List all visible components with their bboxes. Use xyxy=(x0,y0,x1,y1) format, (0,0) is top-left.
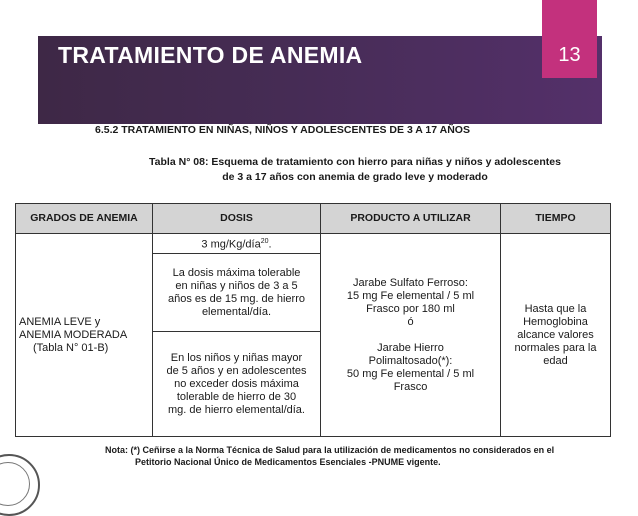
dosis-line: de 5 años y en adolescentes xyxy=(166,364,307,377)
dosis-line: La dosis máxima tolerable xyxy=(172,266,301,279)
note-line-1: Nota: (*) Ceñirse a la Norma Técnica de Salud para la utilización de medicamentos no considerados en el xyxy=(105,445,555,455)
slide-title: TRATAMIENTO DE ANEMIA xyxy=(58,42,363,68)
grado-line: (Tabla N° 01-B) xyxy=(33,341,109,354)
table-caption xyxy=(100,155,610,185)
dosis-line: elemental/día. xyxy=(201,305,272,318)
tiempo-line: normales para la xyxy=(514,341,597,354)
tiempo-line: Hemoglobina xyxy=(523,315,588,328)
dosis-line: no exceder dosis máxima xyxy=(174,377,299,390)
dosis-line: mg. de hierro elemental/día. xyxy=(168,403,305,416)
dosis-reference: 20 xyxy=(260,238,269,246)
header-grados: GRADOS DE ANEMIA xyxy=(16,204,153,234)
cell-tiempo xyxy=(501,234,611,437)
grado-line: ANEMIA MODERADA xyxy=(19,328,128,341)
seal-stamp xyxy=(0,454,40,516)
dosis-line: tolerable de hierro de 30 xyxy=(176,390,297,403)
scanned-document xyxy=(0,124,638,479)
tiempo-line: alcance valores xyxy=(517,328,594,341)
cell-dosis-block1 xyxy=(153,254,321,332)
cell-dosis-block2 xyxy=(153,332,321,437)
title-banner xyxy=(38,36,602,124)
producto-line: 15 mg Fe elemental / 5 ml xyxy=(346,289,475,302)
dosis-base-value: 3 mg/Kg/día xyxy=(201,238,261,251)
producto-line: ó xyxy=(407,315,414,328)
producto-line: Frasco por 180 ml xyxy=(366,302,455,315)
note-line-2: Petitorio Nacional Único de Medicamentos Esenciales -PNUME vigente. xyxy=(135,457,441,467)
header-tiempo: TIEMPO xyxy=(501,204,611,234)
caption-line-2: de 3 a 17 años con anemia de grado leve y moderado xyxy=(222,171,488,183)
cell-producto xyxy=(321,234,501,437)
tiempo-line: Hasta que la xyxy=(524,302,587,315)
dosis-line: años es de 15 mg. de hierro xyxy=(168,292,305,305)
footnote xyxy=(105,444,615,468)
cell-grado xyxy=(16,234,153,437)
slide-number-badge xyxy=(542,0,597,78)
header-producto: PRODUCTO A UTILIZAR xyxy=(321,204,501,234)
producto-line: Jarabe Sulfato Ferroso: xyxy=(353,276,468,289)
treatment-table xyxy=(15,203,611,437)
producto-line: Frasco xyxy=(393,380,428,393)
section-heading: 6.5.2 TRATAMIENTO EN NIÑAS, NIÑOS Y ADOLESCENTES DE 3 A 17 AÑOS xyxy=(95,124,470,136)
producto-line: Jarabe Hierro xyxy=(377,341,444,354)
slide-number: 13 xyxy=(558,44,581,66)
tiempo-line: edad xyxy=(543,354,568,367)
cell-dosis-base: 3 mg/Kg/día$^{20}$. xyxy=(153,234,321,254)
dosis-line: En los niños y niñas mayor xyxy=(170,351,303,364)
seal-stamp-inner xyxy=(0,462,30,506)
grado-line: ANEMIA LEVE y xyxy=(19,315,101,328)
producto-line: Polimaltosado(*): xyxy=(368,354,453,367)
dosis-line: en niñas y niños de 3 a 5 xyxy=(175,279,298,292)
producto-line: 50 mg Fe elemental / 5 ml xyxy=(346,367,475,380)
header-dosis: DOSIS xyxy=(153,204,321,234)
caption-line-1: Tabla N° 08: Esquema de tratamiento con hierro para niñas y niños y adolescentes xyxy=(149,156,561,168)
